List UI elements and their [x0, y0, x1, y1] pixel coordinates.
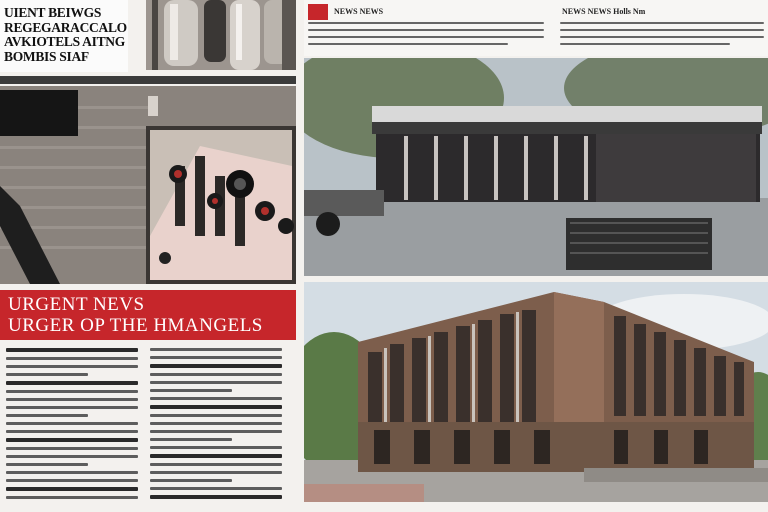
urgent-banner-line-1: URGENT NEVS — [8, 294, 145, 315]
text-line — [560, 29, 764, 31]
text-line — [560, 43, 730, 45]
text-line — [6, 357, 138, 360]
text-line — [6, 406, 138, 409]
text-line — [150, 479, 232, 482]
building-photo-top-art — [304, 58, 768, 276]
text-line — [6, 471, 138, 474]
text-line — [308, 22, 544, 24]
text-line — [150, 487, 282, 490]
text-line — [150, 463, 282, 466]
cylinder-photo — [146, 0, 296, 70]
text-line — [308, 36, 544, 38]
text-line — [6, 348, 138, 352]
text-line — [6, 398, 138, 401]
urgent-news-banner — [0, 290, 296, 340]
text-line — [6, 373, 88, 376]
machinery-photo — [0, 86, 296, 284]
text-line — [6, 381, 138, 385]
text-line — [150, 454, 282, 458]
urgent-banner-line-2: URGER OP THE HMANGELS — [8, 315, 263, 336]
red-marker — [308, 4, 328, 20]
headline-line-1: UIENT BEIWGS — [4, 5, 102, 20]
text-line — [150, 422, 282, 425]
text-line — [6, 438, 138, 442]
text-line — [560, 36, 764, 38]
article-column-left — [2, 346, 142, 504]
text-line — [150, 471, 282, 474]
building-photo-bottom — [304, 282, 768, 502]
headline-line-4: BOMBIS SIAF — [4, 48, 89, 64]
divider-band — [0, 76, 296, 84]
left-section-header: NEWS NEWS — [334, 7, 384, 16]
text-line — [6, 463, 88, 466]
text-line — [150, 438, 232, 441]
text-line — [150, 405, 282, 409]
text-line — [150, 397, 282, 400]
text-line — [150, 446, 282, 449]
text-line — [150, 373, 282, 376]
cylinder-photo-art — [146, 0, 296, 70]
text-line — [6, 430, 138, 433]
text-line — [150, 495, 282, 499]
headline-block — [0, 0, 128, 72]
text-line — [150, 381, 282, 384]
text-line — [150, 348, 282, 351]
text-line — [150, 356, 282, 359]
building-photo-bottom-art — [304, 282, 768, 502]
text-line — [6, 365, 138, 368]
text-line — [6, 390, 138, 393]
text-line — [150, 389, 232, 392]
text-line — [6, 487, 138, 491]
text-line — [6, 496, 138, 499]
text-line — [308, 43, 508, 45]
right-section-header: NEWS NEWS Holls Nm — [562, 7, 646, 16]
top-right-header — [304, 0, 768, 56]
text-line — [6, 447, 138, 450]
building-photo-top — [304, 58, 768, 276]
machinery-photo-art — [0, 86, 296, 284]
headline-line-2: REGEGARACCALO — [4, 19, 127, 35]
text-line — [6, 455, 138, 458]
text-line — [150, 414, 282, 417]
text-line — [150, 364, 282, 368]
text-line — [6, 479, 138, 482]
text-line — [560, 22, 764, 24]
article-column-right — [146, 346, 286, 504]
text-line — [308, 29, 544, 31]
headline-line-3: AVKIOTELS AITNG — [4, 34, 125, 49]
text-line — [6, 422, 138, 425]
text-line — [150, 430, 282, 433]
text-line — [6, 414, 88, 417]
